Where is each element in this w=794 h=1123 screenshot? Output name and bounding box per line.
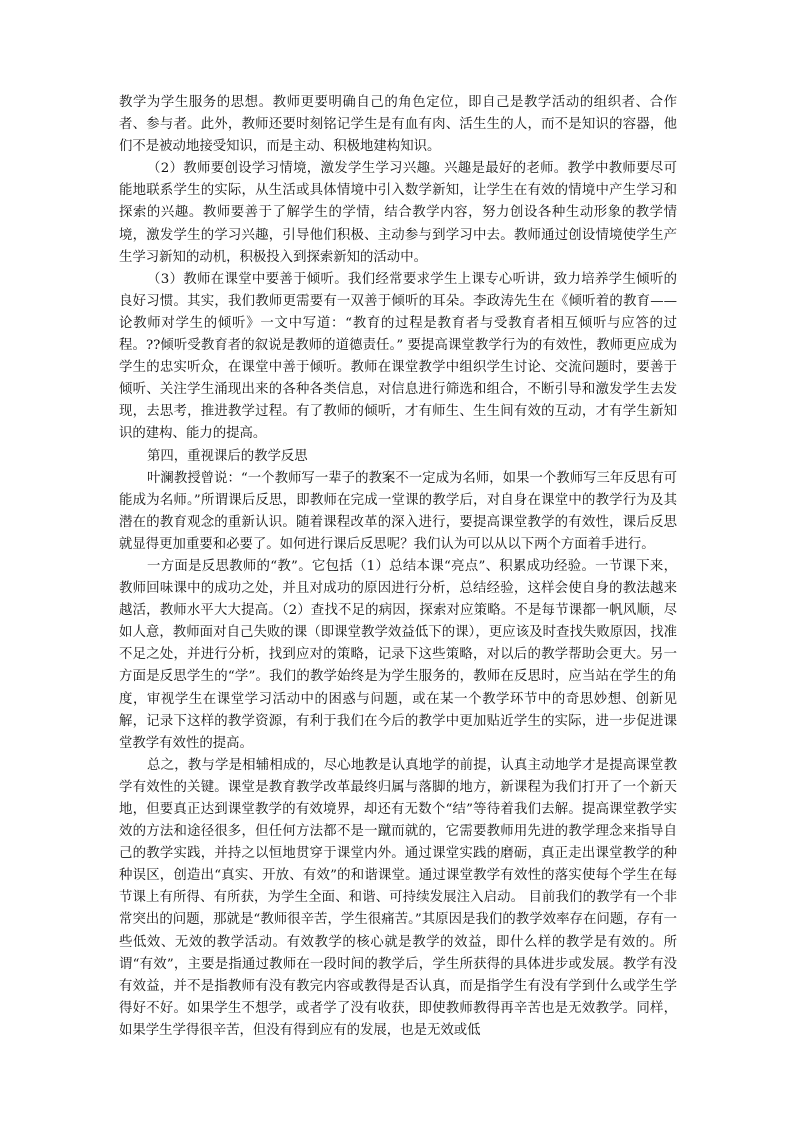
paragraph-reflect-teaching: 一方面是反思教师的“教”。它包括（1）总结本课“亮点”、积累成功经验。一节课下来，教师回味课中的成功之处，并且对成功的原因进行分析，总结经验，这样会使自身的教法越来越活，教师水平大大提高。（2）查找不足的病因，探索对应策略。不是每节课都一帆风顺，尽如人意，教师面对自己失败的课（即课堂教学效益低下的课），更应该及时查找失败原因，找准不足之处，并进行分析，找到应对的策略，记录下这些策略，对以后的教学帮助会更大。另一方面是反思学生的“学”。我们的教学始终是为学生服务的，教师在反思时，应当站在学生的角度，审视学生在课堂学习活动中的困惑与问题，或在某一个教学环节中的奇思妙想、创新见解，记录下这样的教学资源，有利于我们在今后的教学中更加贴近学生的实际，进一步促进课堂教学有效性的提高。 bbox=[119, 558, 677, 751]
paragraph-conclusion: 总之，教与学是相辅相成的，尽心地教是认真地学的前提，认真主动地学才是提高课堂教学有效性的关键。课堂是教育教学改革最终归属与落脚的地方，新课程为我们打开了一个新天地，但要真正达到课堂教学的有效境界，却还有无数个“结”等待着我们去解。提高课堂教学实效的方法和途径很多，但任何方法都不是一蹴而就的，它需要教师用先进的教学理念来指导自己的教学实践，并持之以恒地贯穿于课堂内外。通过课堂实践的磨砺，真正走出课堂教学的种种误区，创造出“真实、开放、有效”的和谐课堂。通过课堂教学有效性的落实使每个学生在每节课上有所得、有所获，为学生全面、和谐、可持续发展注入启动。 目前我们的教学有一个非常突出的问题，那就是“教师很辛苦，学生很痛苦。”其原因是我们的教学效率存在问题，存有一些低效、无效的教学活动。有效教学的核心就是教学的效益，即什么样的教学是有效的。所谓“有效”，主要是指通过教师在一段时间的教学后，学生所获得的具体进步或发展。教学有没有效益，并不是指教师有没有教完内容或教得是否认真，而是指学生有没有学到什么或学生学得好不好。如果学生不想学，或者学了没有收获，即使教师教得再辛苦也是无效教学。同样，如果学生学得很辛苦，但没有得到应有的发展，也是无效或低 bbox=[119, 757, 677, 1038]
paragraph-listening: （3）教师在课堂中要善于倾听。我们经常要求学生上课专心听讲，致力培养学生倾听的良好习惯。其实，我们教师更需要有一双善于倾听的耳朵。李政涛先生在《倾听着的教育——论教师对学生的倾听》一文中写道：“教育的过程是教育者与受教育者相互倾听与应答的过程。??倾听受教育者的叙说是教师的道德责任。” 要提高课堂教学行为的有效性，教师更应成为学生的忠实听众，在课堂中善于倾听。教师在课堂教学中组织学生讨论、交流问题时，要善于倾听、关注学生涌现出来的各种各类信息，对信息进行筛选和组合，不断引导和激发学生去发现，去思考，推进教学过程。有了教师的倾听，才有师生、生生间有效的互动，才有学生新知识的建构、能力的提高。 bbox=[119, 271, 677, 442]
paragraph-intro-continuation: 教学为学生服务的思想。教师更要明确自己的角色定位，即自己是教学活动的组织者、合作者、参与者。此外，教师还要时刻铭记学生是有血有肉、活生生的人，而不是知识的容器，他们不是被动地接受知识，而是主动、积极地建构知识。 bbox=[119, 95, 677, 155]
paragraph-reflection-intro: 叶澜教授曾说：“一个教师写一辈子的教案不一定成为名师，如果一个教师写三年反思有可能成为名师。”所谓课后反思，即教师在完成一堂课的教学后，对自身在课堂中的教学行为及其潜在的教育观念的重新认识。随着课程改革的深入进行，要提高课堂教学的有效性，课后反思就显得更加重要和必要了。如何进行课后反思呢？我们认为可以从以下两个方面着手进行。 bbox=[119, 470, 677, 552]
document-body bbox=[119, 92, 677, 1042]
paragraph-learning-situation: （2）教师要创设学习情境，激发学生学习兴趣。兴趣是最好的老师。教学中教师要尽可能地联系学生的实际，从生活或具体情境中引入数学新知，让学生在有效的情境中产生学习和探索的兴趣。教师要善于了解学生的学情，结合教学内容，努力创设各种生动形象的教学情境，激发学生的学习兴趣，引导他们积极、主动参与到学习中去。教师通过创设情境使学生产生学习新知的动机，积极投入到探索新知的活动中。 bbox=[119, 161, 677, 265]
section-heading-reflection: 第四，重视课后的教学反思 bbox=[147, 448, 308, 464]
